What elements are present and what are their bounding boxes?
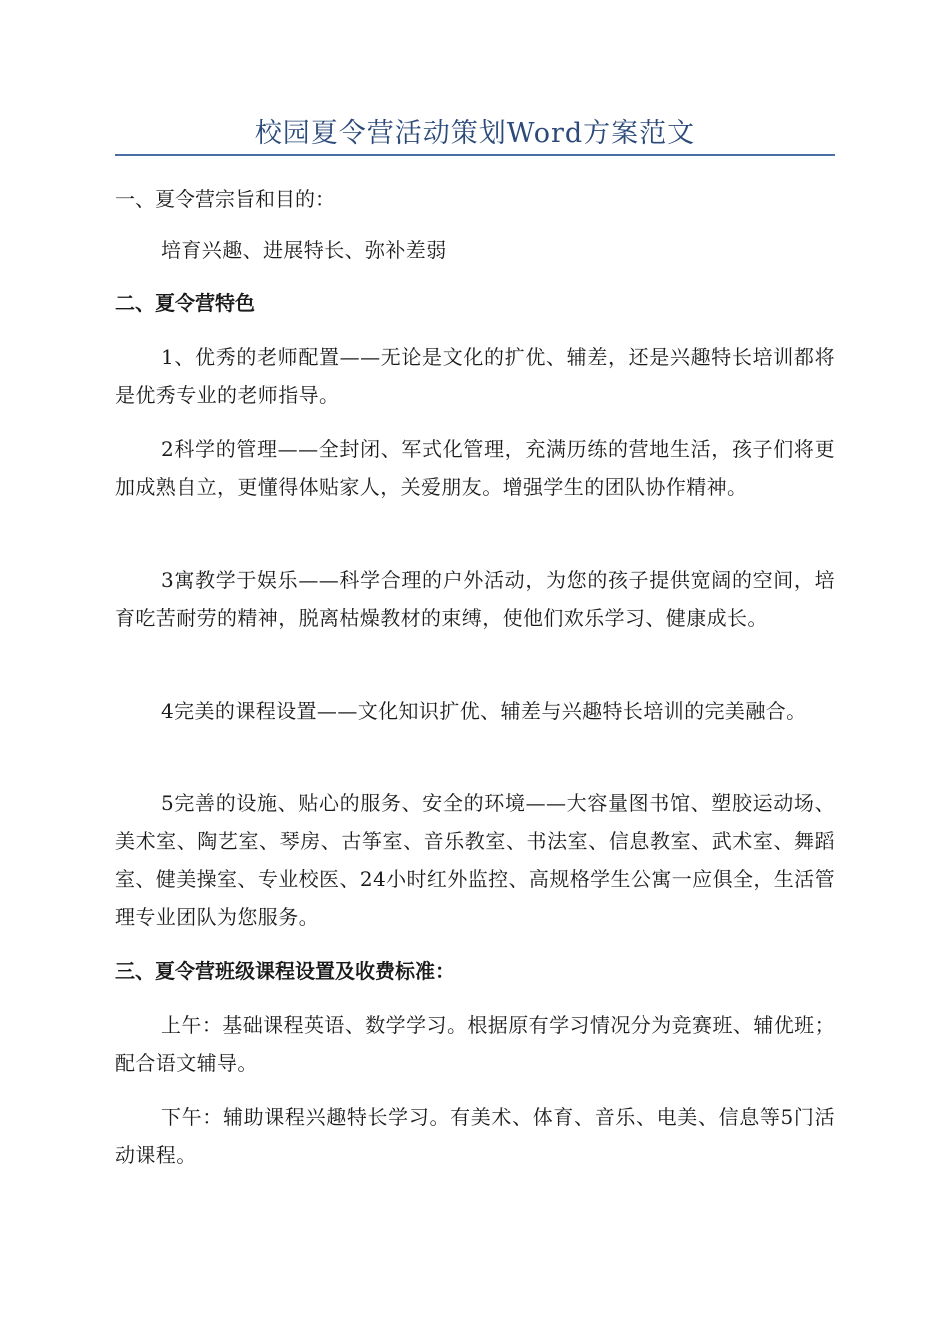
paragraph-purpose: 培育兴趣、进展特长、弥补差弱: [161, 238, 447, 262]
paragraph-morning: 上午：基础课程英语、数学学习。根据原有学习情况分为竞赛班、辅优班；配合语文辅导。: [115, 1013, 835, 1075]
section-heading-2: 二、夏令营特色: [115, 291, 255, 315]
paragraph-feature-2: 2科学的管理——全封闭、军式化管理，充满历练的营地生活，孩子们将更加成熟自立，更懂得体贴家人，关爱朋友。增强学生的团队协作精神。: [115, 437, 835, 499]
section-heading-3: 三、夏令营班级课程设置及收费标准：: [115, 959, 455, 983]
paragraph-feature-1: 1、优秀的老师配置——无论是文化的扩优、辅差，还是兴趣特长培训都将是优秀专业的老师指导。: [115, 345, 835, 407]
section-heading-1: 一、夏令营宗旨和目的：: [115, 187, 335, 211]
title-underline: [115, 154, 835, 156]
paragraph-feature-3: 3寓教学于娱乐——科学合理的户外活动，为您的孩子提供宽阔的空间，培育吃苦耐劳的精神，脱离枯燥教材的束缚，使他们欢乐学习、健康成长。: [115, 568, 835, 630]
paragraph-afternoon: 下午：辅助课程兴趣特长学习。有美术、体育、音乐、电美、信息等5门活动课程。: [115, 1105, 835, 1167]
paragraph-feature-4: 4完美的课程设置——文化知识扩优、辅差与兴趣特长培训的完美融合。: [161, 699, 807, 723]
paragraph-feature-5: 5完善的设施、贴心的服务、安全的环境——大容量图书馆、塑胶运动场、美术室、陶艺室、琴房、古筝室、音乐教室、书法室、信息教室、武术室、舞蹈室、健美操室、专业校医、24小时红外监控、高规格学生公寓一应俱全，生活管理专业团队为您服务。: [115, 791, 835, 929]
document-title: 校园夏令营活动策划Word方案范文: [254, 118, 696, 149]
